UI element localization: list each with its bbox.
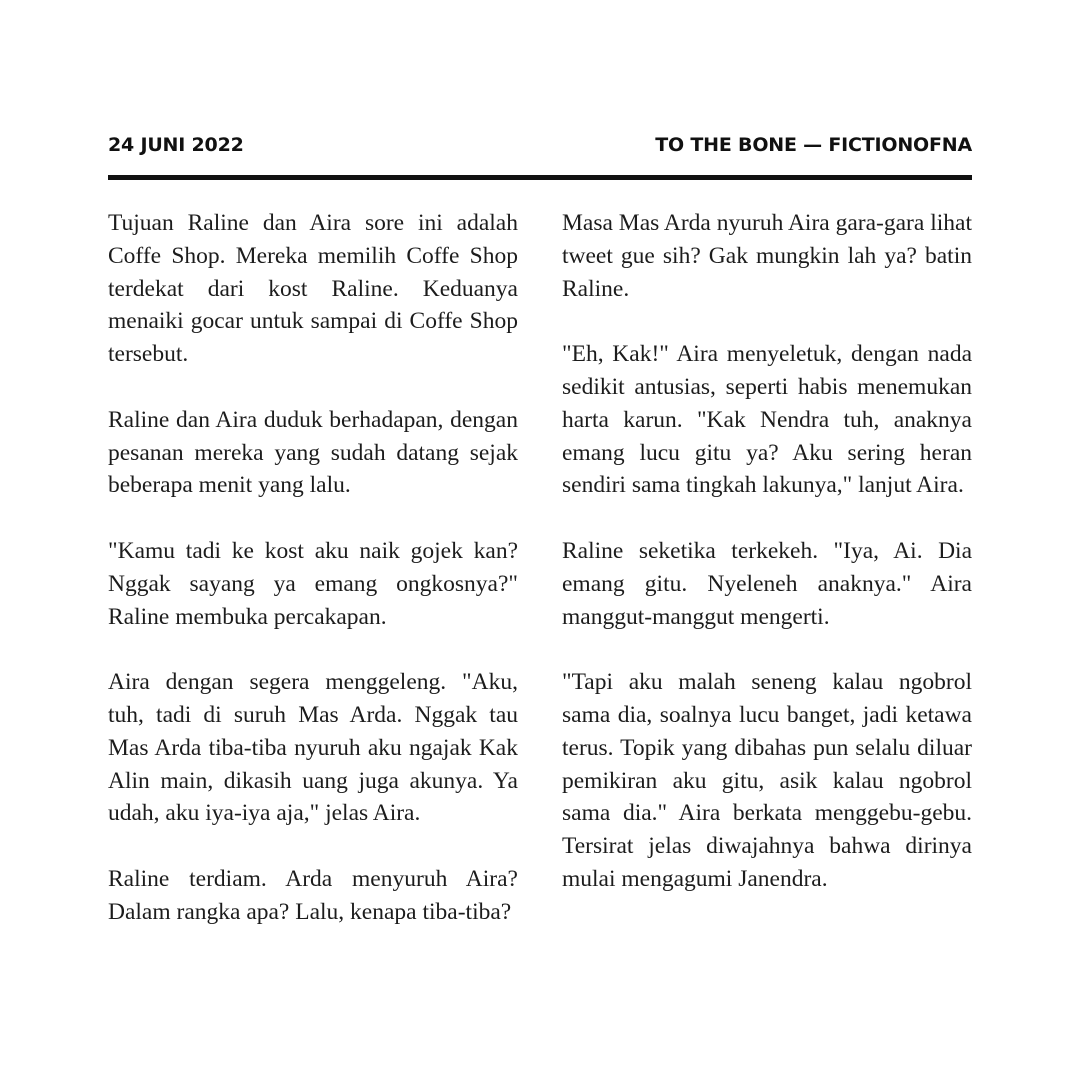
paragraph: Masa Mas Arda nyuruh Aira gara-gara lihat tweet gue sih? Gak mungkin lah ya? batin Raline. — [562, 210, 972, 302]
left-text-column — [108, 207, 518, 961]
paragraph: Raline dan Aira duduk berhadapan, dengan pesanan mereka yang sudah datang sejak beberapa menit yang lalu. — [108, 406, 518, 499]
paragraph: Raline seketika terkekeh. "Iya, Ai. Dia emang gitu. Nyeleneh anaknya." Aira manggut-manggut mengerti. — [562, 537, 972, 630]
header-divider — [108, 175, 972, 180]
header-title: TO THE BONE — FICTIONOFNA — [655, 134, 972, 156]
header-date: 24 JUNI 2022 — [108, 134, 244, 156]
paragraph: Raline terdiam. Arda menyuruh Aira? Dalam rangka apa? Lalu, kenapa tiba-tiba? — [108, 865, 518, 925]
paragraph: Aira dengan segera menggeleng. "Aku, tuh, tadi di suruh Mas Arda. Nggak tau Mas Arda tiba-tiba nyuruh aku ngajak Kak Alin main, dikasih uang juga akunya. Ya udah, aku iya-iya aja," jelas Aira. — [108, 669, 518, 827]
paragraph: "Kamu tadi ke kost aku naik gojek kan? Nggak sayang ya emang ongkosnya?" Raline membuka percakapan. — [108, 537, 518, 630]
right-text-column — [562, 207, 972, 929]
page-header — [108, 134, 972, 162]
paragraph: "Eh, Kak!" Aira menyeletuk, dengan nada sedikit antusias, seperti habis menemukan harta karun. "Kak Nendra tuh, anaknya emang lucu gitu ya? Aku sering heran sendiri sama tingkah lakunya," lanjut Aira. — [562, 341, 972, 499]
paragraph: "Tapi aku malah seneng kalau ngobrol sama dia, soalnya lucu banget, jadi ketawa terus. Topik yang dibahas pun selalu diluar pemikiran aku gitu, asik kalau ngobrol sama dia." Aira berkata menggebu-gebu. Tersirat jelas diwajahnya bahwa dirinya mulai mengagumi Janendra. — [562, 669, 972, 892]
paragraph: Tujuan Raline dan Aira sore ini adalah Coffe Shop. Mereka memilih Coffe Shop terdekat dari kost Raline. Keduanya menaiki gocar untuk sampai di Coffe Shop tersebut. — [108, 210, 518, 368]
